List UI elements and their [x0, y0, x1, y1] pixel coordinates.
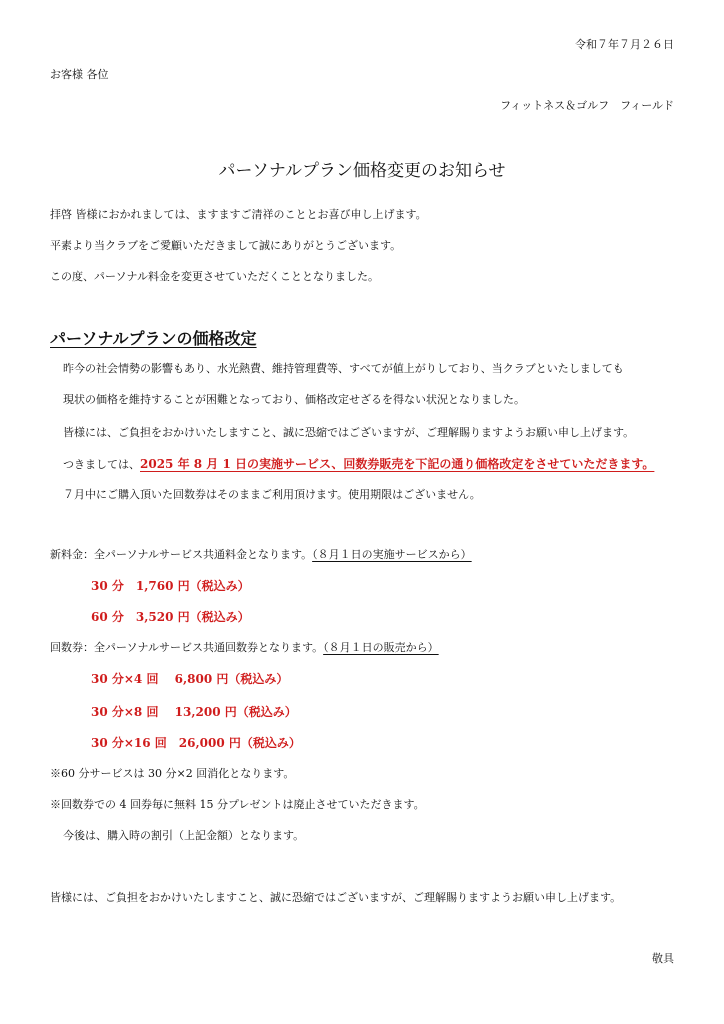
body-paragraph-4-prefix: つきましては、 [63, 458, 140, 471]
coupon-item: 30 分×16 回 26,000 円（税込み） [91, 736, 301, 750]
coupon-label: 回数券：全パーソナルサービス共通回数券となります。 [50, 641, 324, 654]
document-title: パーソナルプラン価格変更のお知らせ [218, 161, 506, 181]
new-fee-note: （８月１日の実施サービスから） [312, 548, 472, 561]
coupon-note: （８月１日の販売から） [323, 641, 439, 654]
new-fee-item: 30 分 1,760 円（税込み） [91, 579, 250, 593]
body-paragraph-3: 皆様には、ご負担をおかけいたしますこと、誠に恐縮ではございますが、ご理解賜りますようお願い申し上げます。 [63, 426, 635, 439]
new-fee-line [50, 546, 472, 562]
document-date: 令和７年７月２６日 [575, 38, 674, 51]
body-paragraph-1: 昨今の社会情勢の影響もあり、水光熱費、維持管理費等、すべてが値上がりしており、当クラブといたしましても [63, 362, 624, 375]
note-line-1: ※60 分サービスは 30 分×2 回消化となります。 [50, 767, 295, 780]
note-line-2: ※回数券での 4 回券毎に無料 15 分プレゼントは廃止させていただきます。 [50, 798, 425, 811]
price-revision-notice: 2025 年 8 月 1 日の実施サービス、回数券販売を下記の通り価格改定をさせていただきます。 [140, 457, 655, 471]
intro-line-1: 拝啓 皆様におかれましては、ますますご清祥のこととお喜び申し上げます。 [50, 208, 427, 221]
recipient: お客様 各位 [50, 68, 109, 81]
coupon-item: 30 分×4 回 6,800 円（税込み） [91, 672, 289, 686]
body-paragraph-4 [63, 455, 654, 472]
sign-off: 敬具 [652, 952, 674, 965]
coupon-item: 30 分×8 回 13,200 円（税込み） [91, 705, 297, 719]
coupon-line [50, 639, 439, 655]
sender-name: フィットネス＆ゴルフ フィールド [500, 99, 674, 112]
intro-line-2: 平素より当クラブをご愛顧いただきまして誠にありがとうございます。 [50, 239, 402, 252]
note-line-3: 今後は、購入時の割引（上記金額）となります。 [63, 829, 305, 842]
section-heading: パーソナルプランの価格改定 [50, 329, 257, 348]
body-paragraph-5: ７月中にご購入頂いた回数券はそのままご利用頂けます。使用期限はございません。 [63, 488, 481, 501]
intro-line-3: この度、パーソナル料金を変更させていただくこととなりました。 [50, 270, 380, 283]
new-fee-item: 60 分 3,520 円（税込み） [91, 610, 250, 624]
closing-line: 皆様には、ご負担をおかけいたしますこと、誠に恐縮ではございますが、ご理解賜りますようお願い申し上げます。 [50, 891, 622, 904]
new-fee-label: 新料金：全パーソナルサービス共通料金となります。 [50, 548, 313, 561]
body-paragraph-2: 現状の価格を維持することが困難となっており、価格改定せざるを得ない状況となりました。 [63, 393, 525, 406]
